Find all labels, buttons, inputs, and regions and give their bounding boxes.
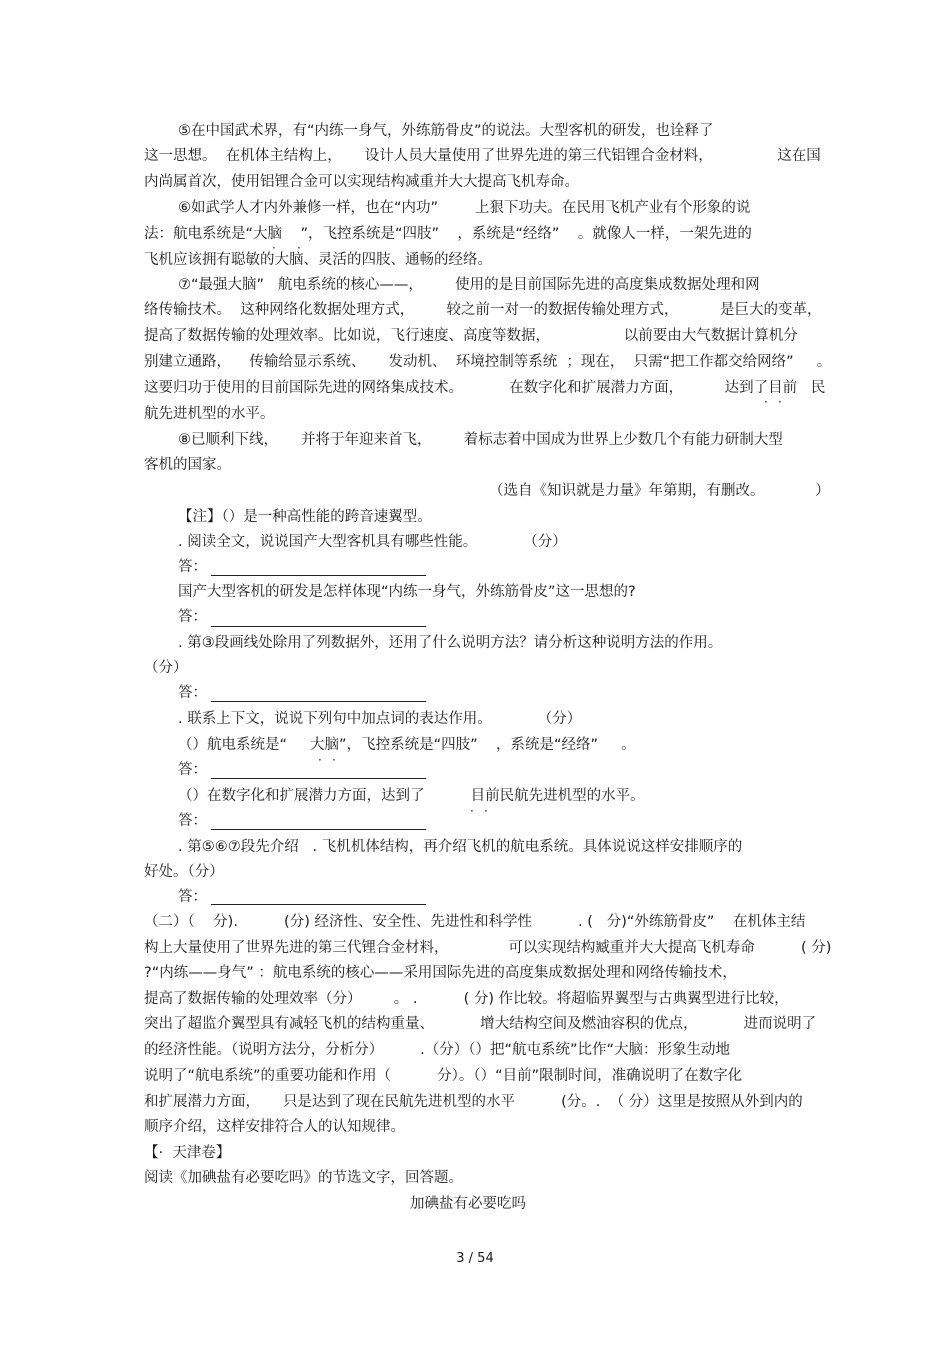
emphasis-dot: · bbox=[764, 395, 768, 409]
text-line: ⑥如武学人才内外兼修一样，也在“内功” 上狠下功夫。在民用飞机产业有个形象的说 bbox=[178, 200, 751, 216]
text-line: 这要归功于使用的目前国际先进的网络集成技术。 在数字化和扩展潜力方面， 达到了目前 民 bbox=[144, 380, 826, 396]
text-line: （选自《知识就是力量》年第期，有删改。 ） bbox=[489, 483, 830, 499]
text-line: 和扩展潜力方面， 只是达到了现在民航先进机型的水平 (分。. （ 分）这里是按照从外到内的 bbox=[144, 1094, 803, 1110]
text-line: 答： bbox=[178, 609, 207, 625]
text-line: ⑦“最强大脑” 航电系统的核心——， 使用的是目前国际先进的高度集成数据处理和网 bbox=[178, 277, 760, 293]
text-line: 顺序介绍，这样安排符合人的认知规律。 bbox=[144, 1119, 405, 1135]
article-title: 加碘盐有必要吃吗 bbox=[410, 1196, 526, 1212]
answer-underline bbox=[211, 701, 426, 702]
text-line: 航先进机型的水平。 bbox=[144, 406, 275, 422]
text-line: 好处。（分） bbox=[144, 864, 224, 880]
text-line: 说明了“航电系统”的重要功能和作用（ 分）。（）“目前”限制时间，准确说明了在数字化 bbox=[144, 1068, 743, 1084]
text-line: （分） bbox=[144, 660, 188, 676]
text-line: 内尚属首次，使用铝锂合金可以实现结构减重并大大提高飞机寿命。 bbox=[144, 174, 579, 190]
page-number: 3 / 54 bbox=[456, 1251, 494, 1266]
text-line: 构上大量使用了世界先进的第三代锂合金材料， 可以实现结构臧重并大大提高飞机寿命 ( 分) bbox=[144, 940, 832, 956]
text-line: 阅读《加碘盐有必要吃吗》的节选文字，回答题。 bbox=[144, 1170, 463, 1186]
text-line: . 阅读全文，说说国产大型客机具有哪些性能。 （分） bbox=[178, 534, 567, 550]
answer-underline bbox=[211, 829, 426, 830]
text-line: 答： bbox=[178, 559, 207, 575]
emphasis-dot: · bbox=[318, 753, 322, 767]
text-line: 络传输技术。 这种网络化数据处理方式， 较之前一对一的数据传输处理方式， 是巨大的变革， bbox=[144, 302, 822, 318]
text-line: . 第③段画线处除用了列数据外，还用了什么说明方法？请分析这种说明方法的作用。 bbox=[178, 635, 723, 651]
text-line: 突出了超监介翼型具有减轻飞机的结构重量、 增大结构空间及燃油容积的优点， 进而说明了 bbox=[144, 1016, 817, 1032]
emphasis-dot: · bbox=[778, 395, 782, 409]
emphasis-dot: · bbox=[484, 804, 488, 818]
text-line: 这一思想。 在机体主结构上， 设计人员大量使用了世界先进的第三代铝锂合金材料， 这在国 bbox=[144, 148, 821, 164]
text-line: 的经济性能。（说明方法分，分析分） .（分）（）把“航屯系统”比作“大脑：形象生动地 bbox=[144, 1042, 731, 1058]
text-line: 答： bbox=[178, 813, 207, 829]
text-line: （二）（ 分). (分) 经济性、安全性、先进性和科学性 . ( 分)“外练筋骨皮” 在机体主结 bbox=[144, 914, 806, 930]
text-line: . 第⑤⑥⑦段先介绍 . 飞机机体结构，再介绍飞机的航电系统。具体说说这样安排顺序的 bbox=[178, 839, 743, 855]
text-line: 法：航电系统是“大脑 ”，飞控系统是“四肢” ，系统是“经络” 。就像人一样，一架先进的 bbox=[144, 226, 752, 242]
text-line: 【· 天津卷】 bbox=[144, 1145, 231, 1161]
text-line: ⑤在中国武术界，有“内练一身气，外练筋骨皮”的说法。大型客机的研发，也诠释了 bbox=[178, 123, 714, 139]
text-line: 提高了数据传输的处理效率（分） 。 . ( 分) 作比较。将超临界翼型与古典翼型进行比较， bbox=[144, 991, 789, 1007]
answer-underline bbox=[211, 904, 426, 905]
text-line: 答： bbox=[178, 685, 207, 701]
text-line: （）在数字化和扩展潜力方面，达到了 目前民航先进机型的水平。 bbox=[178, 788, 645, 804]
text-line: （）航电系统是“ 大脑”，飞控系统是“四肢” ，系统是“经络” 。 bbox=[178, 737, 636, 753]
text-line: ?“内练——身气” ：航电系统的核心——采用国际先进的高度集成数据处理和网络传输技术， bbox=[144, 965, 737, 981]
text-line: 答： bbox=[178, 889, 207, 905]
text-line: 答： bbox=[178, 762, 207, 778]
text-line: 客机的国家。 bbox=[144, 457, 231, 473]
text-line: 【注】（）是一种高性能的跨音速翼型。 bbox=[178, 509, 432, 525]
text-line: 别建立通路， 传输给显示系统、 发动机、 环境控制等系统 ；现在， 只需“把工作都交给网络” 。 bbox=[144, 354, 832, 370]
emphasis-dot: · bbox=[297, 241, 301, 255]
answer-underline bbox=[211, 626, 426, 627]
text-line: ⑧已顺利下线， 并将于年迎来首飞， 着标志着中国成为世界上少数几个有能力研制大型 bbox=[178, 432, 783, 448]
text-line: 飞机应该拥有聪敏的大脑、灵活的四肢、通畅的经络。 bbox=[144, 252, 492, 268]
text-line: 提高了数据传输的处理效率。比如说，飞行速度、高度等数据， 以前要由大气数据计算机分 bbox=[144, 328, 798, 344]
answer-underline bbox=[211, 778, 426, 779]
text-line: . 联系上下文，说说下列句中加点词的表达作用。 （分） bbox=[178, 711, 582, 727]
emphasis-dot: · bbox=[470, 804, 474, 818]
emphasis-dot: · bbox=[272, 241, 276, 255]
text-line: 国产大型客机的研发是怎样体现“内练一身气，外练筋骨皮”这一思想的? bbox=[178, 584, 636, 600]
emphasis-dot: · bbox=[332, 753, 336, 767]
answer-underline bbox=[211, 575, 426, 576]
